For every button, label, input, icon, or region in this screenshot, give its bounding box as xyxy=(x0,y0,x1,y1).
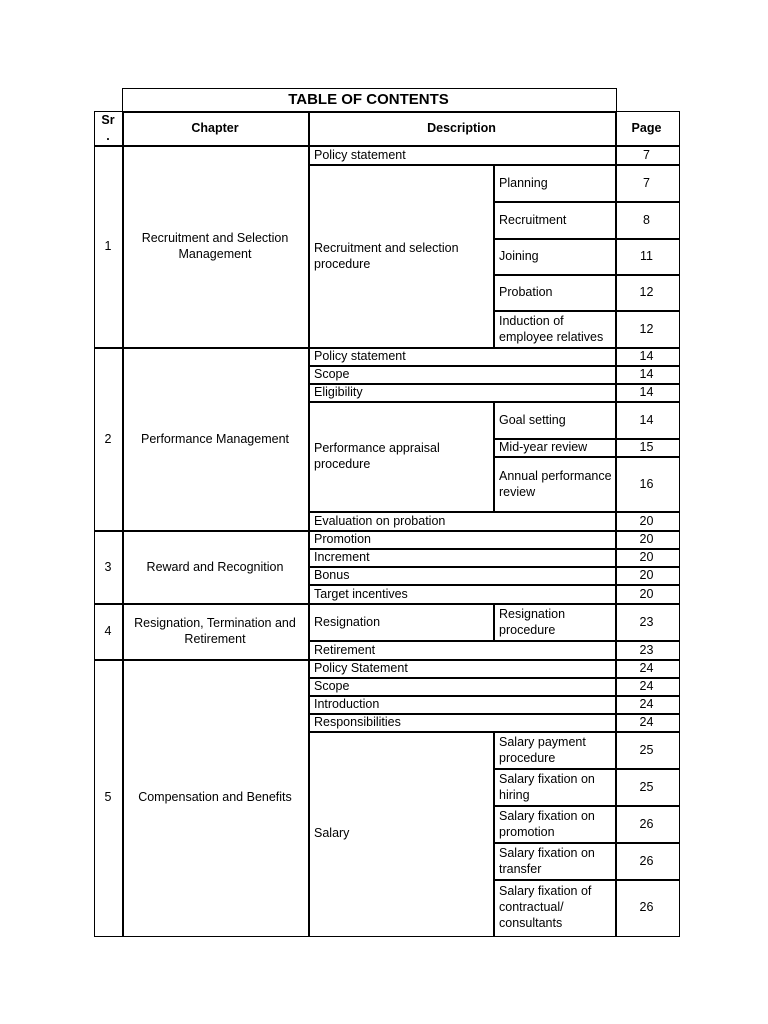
chapter-name: Performance Management xyxy=(141,431,289,446)
page-number: 20 xyxy=(639,513,654,528)
page-number: 20 xyxy=(639,550,654,564)
page-number: 12 xyxy=(639,321,654,336)
page-number: 16 xyxy=(639,476,654,491)
page-number: 7 xyxy=(643,147,650,162)
page-number: 24 xyxy=(639,697,654,711)
header-page: Page xyxy=(631,121,662,135)
sr-number: 4 xyxy=(104,624,112,638)
page-number: 14 xyxy=(639,349,654,363)
toc-entry: Policy statement xyxy=(314,349,406,363)
toc-entry: Responsibilities xyxy=(314,715,401,729)
page-number: 14 xyxy=(639,412,654,427)
toc-entry: Introduction xyxy=(314,697,380,711)
toc-entry: Induction of employee relatives xyxy=(499,313,604,344)
page-number: 24 xyxy=(639,715,654,729)
page-number: 26 xyxy=(639,816,654,831)
table-title: TABLE OF CONTENTS xyxy=(288,90,449,108)
description-group: Salary xyxy=(314,826,350,840)
page-number: 15 xyxy=(639,440,654,454)
toc-entry: Recruitment xyxy=(499,212,567,227)
toc-entry: Annual performance review xyxy=(499,468,612,499)
header-sr: Sr . xyxy=(101,113,115,143)
page-number: 7 xyxy=(643,175,650,190)
description-group: Performance appraisal procedure xyxy=(314,441,440,471)
toc-entry: Target incentives xyxy=(314,586,408,601)
toc-entry: Goal setting xyxy=(499,412,566,427)
page-number: 26 xyxy=(639,853,654,868)
sr-number: 3 xyxy=(104,559,112,574)
chapter-name: Recruitment and Selection Management xyxy=(141,231,289,261)
page-number: 20 xyxy=(639,532,654,546)
toc-entry: Resignation procedure xyxy=(499,606,566,637)
toc-entry: Salary fixation on transfer xyxy=(499,845,595,876)
toc-entry: Policy Statement xyxy=(314,661,408,675)
header-chapter: Chapter xyxy=(191,121,239,135)
toc-entry: Probation xyxy=(499,285,553,299)
toc-entry: Promotion xyxy=(314,532,371,546)
sr-number: 1 xyxy=(104,239,112,253)
toc-entry: Retirement xyxy=(314,642,376,657)
page-number: 23 xyxy=(639,614,654,629)
toc-entry: Salary payment procedure xyxy=(499,734,586,765)
description-group: Recruitment and selection procedure xyxy=(314,240,459,271)
toc-entry: Bonus xyxy=(314,568,350,582)
page-number: 26 xyxy=(639,900,654,914)
chapter-name: Resignation, Termination and Retirement xyxy=(134,616,296,646)
page-number: 25 xyxy=(639,742,654,757)
toc-entry: Scope xyxy=(314,679,350,693)
toc-entry: Scope xyxy=(314,367,350,381)
toc-entry: Increment xyxy=(314,550,370,564)
toc-entry: Joining xyxy=(499,249,539,263)
toc-entry: Policy statement xyxy=(314,147,406,162)
sr-number: 2 xyxy=(104,431,112,446)
header-description: Description xyxy=(427,121,496,135)
toc-entry: Eligibility xyxy=(314,385,363,399)
toc-entry: Salary fixation on hiring xyxy=(499,771,595,802)
page-number: 24 xyxy=(639,661,654,675)
toc-entry: Salary fixation of contractual/ consultants xyxy=(499,884,592,930)
page-number: 24 xyxy=(639,679,654,693)
page-number: 20 xyxy=(639,586,654,601)
chapter-name: Compensation and Benefits xyxy=(138,790,292,804)
toc-entry: Planning xyxy=(499,175,548,190)
page-number: 14 xyxy=(639,385,654,399)
page-number: 20 xyxy=(639,568,654,582)
page-number: 8 xyxy=(643,212,650,227)
page-number: 14 xyxy=(639,367,654,381)
description-group: Resignation xyxy=(314,614,381,629)
toc-entry: Evaluation on probation xyxy=(314,513,446,528)
toc-entry: Salary fixation on promotion xyxy=(499,808,595,839)
page-number: 23 xyxy=(639,642,654,657)
page-number: 11 xyxy=(640,249,653,263)
chapter-name: Reward and Recognition xyxy=(146,559,284,574)
sr-number: 5 xyxy=(104,790,112,804)
page-number: 25 xyxy=(639,779,654,794)
page-number: 12 xyxy=(639,285,654,299)
toc-entry: Mid-year review xyxy=(499,440,588,454)
